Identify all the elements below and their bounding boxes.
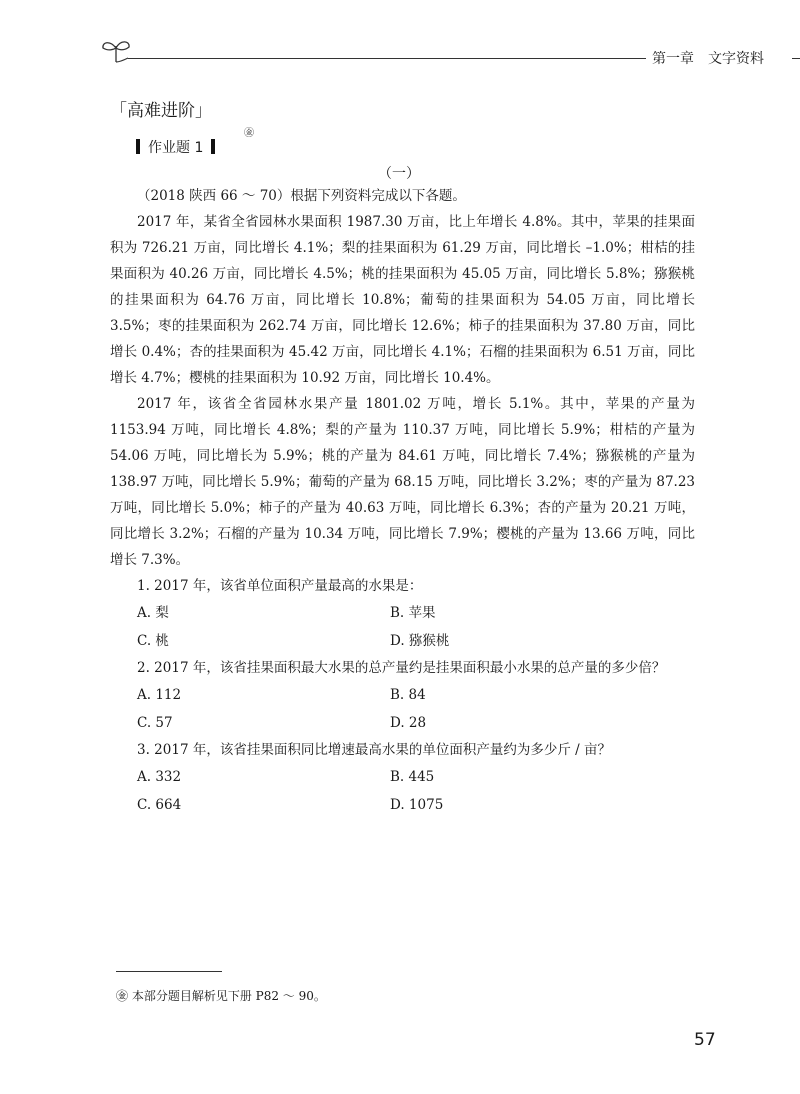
footnote-marker: ㊎ [244,128,254,139]
chapter-title: 第一章 文字资料 [652,51,764,67]
options-1 [110,599,695,655]
option-a[interactable]: A. 332 [137,769,182,785]
option-d[interactable]: D. 1075 [390,797,444,813]
option-d[interactable]: D. 28 [390,715,427,731]
page-number: 57 [694,1030,716,1050]
footnote-rule [116,971,222,972]
footnote: ㊎ 本部分题目解析见下册 P82 ～ 90。 [116,989,326,1003]
part-label: （一） [378,166,420,182]
bar-icon [211,139,215,154]
question-3: 3. 2017 年，该省挂果面积同比增速最高水果的单位面积产量约为多少斤 / 亩？ [137,742,611,758]
intro-line: （2018 陕西 66 ～ 70）根据下列资料完成以下各题。 [137,188,466,204]
options-3 [110,763,695,819]
option-b[interactable]: B. 84 [390,687,426,703]
question-2: 2. 2017 年，该省挂果面积最大水果的总产量约是挂果面积最小水果的总产量的多少倍？ [137,660,666,676]
sprout-icon [100,36,132,64]
question-1: 1. 2017 年，该省单位面积产量最高的水果是： [137,578,423,594]
main-content [110,183,695,819]
homework-label: 作业题 1 [148,140,204,156]
option-c[interactable]: C. 57 [137,715,173,731]
homework-title [128,137,223,157]
header-rule-left [128,58,646,59]
header-rule-right [792,58,800,59]
options-2 [110,681,695,737]
option-a[interactable]: A. 112 [137,687,182,703]
option-c[interactable]: C. 桃 [137,633,169,649]
bar-icon [136,139,140,154]
option-d[interactable]: D. 猕猴桃 [390,633,450,649]
option-b[interactable]: B. 445 [390,769,435,785]
option-c[interactable]: C. 664 [137,797,182,813]
paragraph-area: 2017 年，某省全省园林水果面积 1987.30 万亩，比上年增长 4.8%。其中，苹果的挂果面积为 726.21 万亩，同比增长 4.1%；梨的挂果面积为 61.29 万亩，同比增长 –1.0%；柑桔的挂果面积为 40.26 万亩，同比增长 4.5%；桃的挂果面积为 45.05 万亩，同比增长 5.8%；猕猴桃的挂果面积为 64.76 万亩，同比增长 10.8%；葡萄的挂果面积为 54.05 万亩，同比增长 3.5%；枣的挂果面积为 262.74 万亩，同比增长 12.6%；柿子的挂果面积为 37.80 万亩，同比增长 0.4%；杏的挂果面积为 45.42 万亩，同比增长 4.1%；石榴的挂果面积为 6.51 万亩，同比增长 4.7%；樱桃的挂果面积为 10.92 万亩，同比增长 10.4%。 [110,214,695,386]
page-header [100,36,780,66]
option-b[interactable]: B. 苹果 [390,605,436,621]
option-a[interactable]: A. 梨 [137,605,169,621]
section-title: 「高难进阶」 [110,101,212,121]
paragraph-production: 2017 年，该省全省园林水果产量 1801.02 万吨，增长 5.1%。其中，苹果的产量为 1153.94 万吨，同比增长 4.8%；梨的产量为 110.37 万吨，同比增长 5.9%；柑桔的产量为 54.06 万吨，同比增长为 5.9%；桃的产量为 84.61 万吨，同比增长 7.4%；猕猴桃的产量为 138.97 万吨，同比增长 5.9%；葡萄的产量为 68.15 万吨，同比增长 3.2%；枣的产量为 87.23 万吨，同比增长 5.0%；柿子的产量为 40.63 万吨，同比增长 6.3%；杏的产量为 20.21 万吨，同比增长 3.2%；石榴的产量为 10.34 万吨，同比增长 7.9%；樱桃的产量为 13.66 万吨，同比增长 7.3%。 [110,396,695,568]
